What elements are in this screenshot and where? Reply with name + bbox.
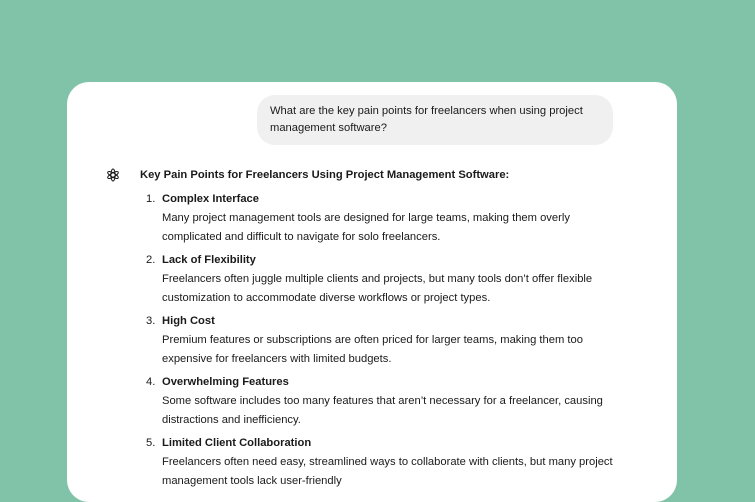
user-message-text: What are the key pain points for freelancers when using project management software? [270, 105, 583, 134]
list-item-description: Many project management tools are designed for large teams, making them overly complicated and difficult to navigate for solo freelancers. [162, 212, 570, 243]
list-item [140, 374, 630, 430]
list-item [140, 191, 630, 247]
list-item-number: 2. [146, 254, 156, 266]
list-item-title: Limited Client Collaboration [162, 437, 312, 449]
list-item [140, 313, 630, 369]
chat-card [67, 82, 677, 502]
assistant-response [140, 167, 630, 496]
list-item-description: Premium features or subscriptions are often priced for larger teams, making them too expensive for freelancers with limited budgets. [162, 334, 583, 365]
list-item-description: Freelancers often need easy, streamlined ways to collaborate with clients, but many project management tools lack user-friendly [162, 456, 613, 487]
user-message-bubble [257, 95, 613, 145]
list-item-description: Freelancers often juggle multiple clients and projects, but many tools don’t offer flexible customization to accommodate diverse workflows or project types. [162, 273, 593, 304]
list-item-title: High Cost [162, 315, 215, 327]
list-item-number: 3. [146, 315, 156, 327]
openai-logo-icon [105, 167, 121, 183]
list-item-title: Lack of Flexibility [162, 254, 256, 266]
list-item-title: Overwhelming Features [162, 376, 289, 388]
list-item-number: 1. [146, 193, 156, 205]
response-heading: Key Pain Points for Freelancers Using Project Management Software: [140, 169, 510, 181]
list-item-description: Some software includes too many features that aren’t necessary for a freelancer, causing distractions and inefficiency. [162, 395, 603, 426]
list-item-number: 5. [146, 437, 156, 449]
list-item [140, 435, 630, 491]
list-item [140, 252, 630, 308]
list-item-number: 4. [146, 376, 156, 388]
pain-points-list [140, 191, 630, 491]
list-item-title: Complex Interface [162, 193, 259, 205]
